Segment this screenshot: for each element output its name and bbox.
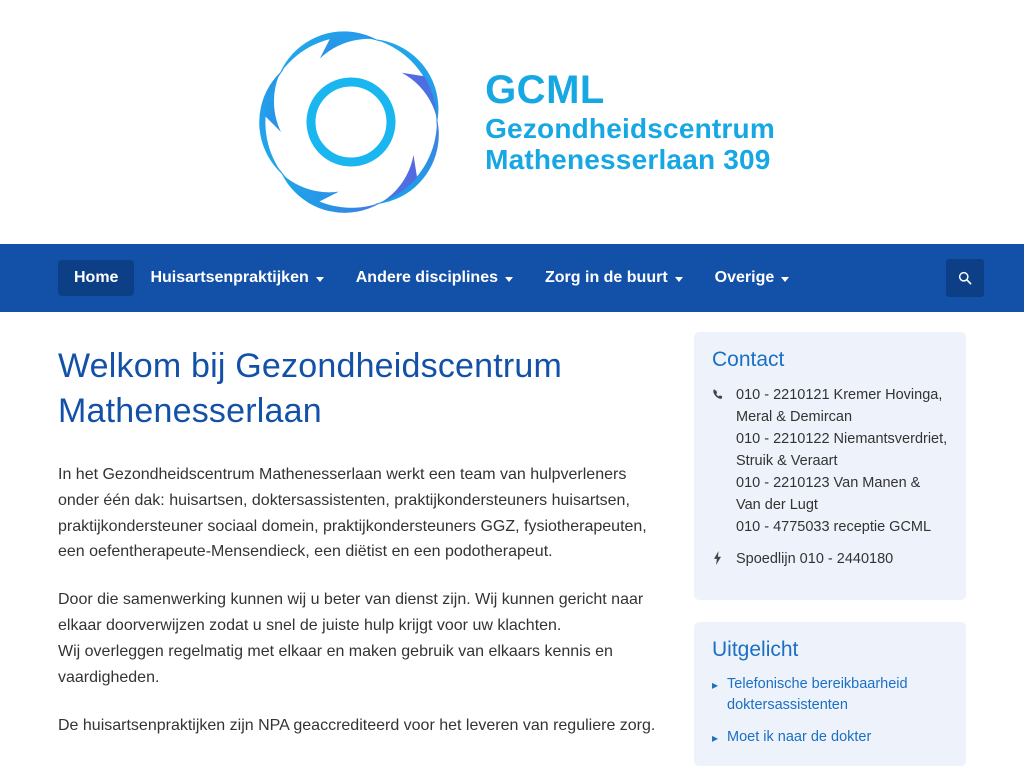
brand-text xyxy=(485,68,775,176)
site-header xyxy=(0,0,1024,244)
chevron-down-icon xyxy=(675,277,683,282)
bolt-icon xyxy=(712,548,726,572)
contact-urgent-block xyxy=(712,548,948,572)
phone-icon xyxy=(712,384,726,538)
contact-phone-block xyxy=(712,384,948,538)
contact-card xyxy=(694,332,966,600)
body-paragraph: De huisartsenpraktijken zijn NPA geaccrediteerd voor het leveren van reguliere zorg. xyxy=(58,717,656,734)
contact-phone-line: 010 - 2210121 Kremer Hovinga, Meral & Demircan xyxy=(736,387,943,426)
nav-item-label: Huisartsenpraktijken xyxy=(150,269,309,286)
page-title: Welkom bij Gezondheidscentrum Mathenesserlaan xyxy=(58,347,563,430)
contact-heading: Contact xyxy=(712,348,785,371)
nav-item-overige[interactable] xyxy=(699,260,806,296)
brand[interactable] xyxy=(249,20,775,224)
featured-link[interactable]: Moet ik naar de dokter xyxy=(727,729,872,746)
featured-list-item[interactable] xyxy=(712,674,948,716)
body-paragraph: Door die samenwerking kunnen wij u beter van dienst zijn. Wij kunnen gericht naar elkaar doorverwijzen zodat u snel de juiste hulp krijgt voor uw klachten. Wij overleggen regelmatig met elkaar en maken gebruik van elkaars kennis en vaardigheden. xyxy=(58,591,644,687)
chevron-right-icon: ▸ xyxy=(712,678,719,693)
featured-list xyxy=(712,674,948,748)
contact-phone-line: 010 - 4775033 receptie GCML xyxy=(736,519,932,536)
contact-urgent-line: Spoedlijn 010 - 2440180 xyxy=(736,551,894,568)
chevron-down-icon xyxy=(505,277,513,282)
featured-list-item[interactable] xyxy=(712,727,948,748)
main-navigation xyxy=(0,244,1024,312)
chevron-down-icon xyxy=(781,277,789,282)
nav-item-label: Andere disciplines xyxy=(355,269,498,286)
nav-item-zorg-in-de-buurt[interactable] xyxy=(529,260,699,296)
contact-phone-line: 010 - 2210123 Van Manen & Van der Lugt xyxy=(736,475,921,514)
swirl-circle-logo-icon xyxy=(249,20,453,224)
main-column xyxy=(58,312,658,739)
featured-card xyxy=(694,622,966,766)
sidebar xyxy=(694,312,966,768)
featured-heading: Uitgelicht xyxy=(712,638,799,662)
search-icon xyxy=(958,271,972,285)
nav-item-label: Zorg in de buurt xyxy=(545,269,668,286)
nav-item-andere-disciplines[interactable] xyxy=(340,260,529,296)
chevron-down-icon xyxy=(316,277,324,282)
nav-item-huisartsenpraktijken[interactable] xyxy=(134,260,339,296)
search-button[interactable] xyxy=(946,259,984,297)
page-content xyxy=(0,312,1024,768)
chevron-right-icon: ▸ xyxy=(712,731,719,746)
featured-link[interactable]: Telefonische bereikbaarheid doktersassistenten xyxy=(727,676,908,714)
nav-item-label: Home xyxy=(74,269,119,286)
brand-title: GCML xyxy=(485,68,605,113)
body-paragraph: In het Gezondheidscentrum Mathenesserlaan werkt een team van hulpverleners onder één dak: huisartsen, doktersassistenten, praktijkondersteuners huisartsen, praktijkondersteuner sociaal domein, praktijkondersteuners GGZ, fysiotherapeuten, een oefentherapeute-Mensendieck, een diëtist en een podotherapeut. xyxy=(58,465,647,561)
nav-items xyxy=(58,260,805,296)
nav-item-label: Overige xyxy=(714,269,775,286)
nav-item-home[interactable] xyxy=(58,260,134,296)
main-paragraphs xyxy=(58,462,658,739)
contact-phone-line: 010 - 2210122 Niemantsverdriet, Struik & Veraart xyxy=(736,431,948,470)
contact-phone-lines xyxy=(736,384,948,538)
brand-subtitle-line1: Gezondheidscentrum xyxy=(485,113,775,145)
brand-subtitle-line2: Mathenesserlaan 309 xyxy=(485,144,771,176)
